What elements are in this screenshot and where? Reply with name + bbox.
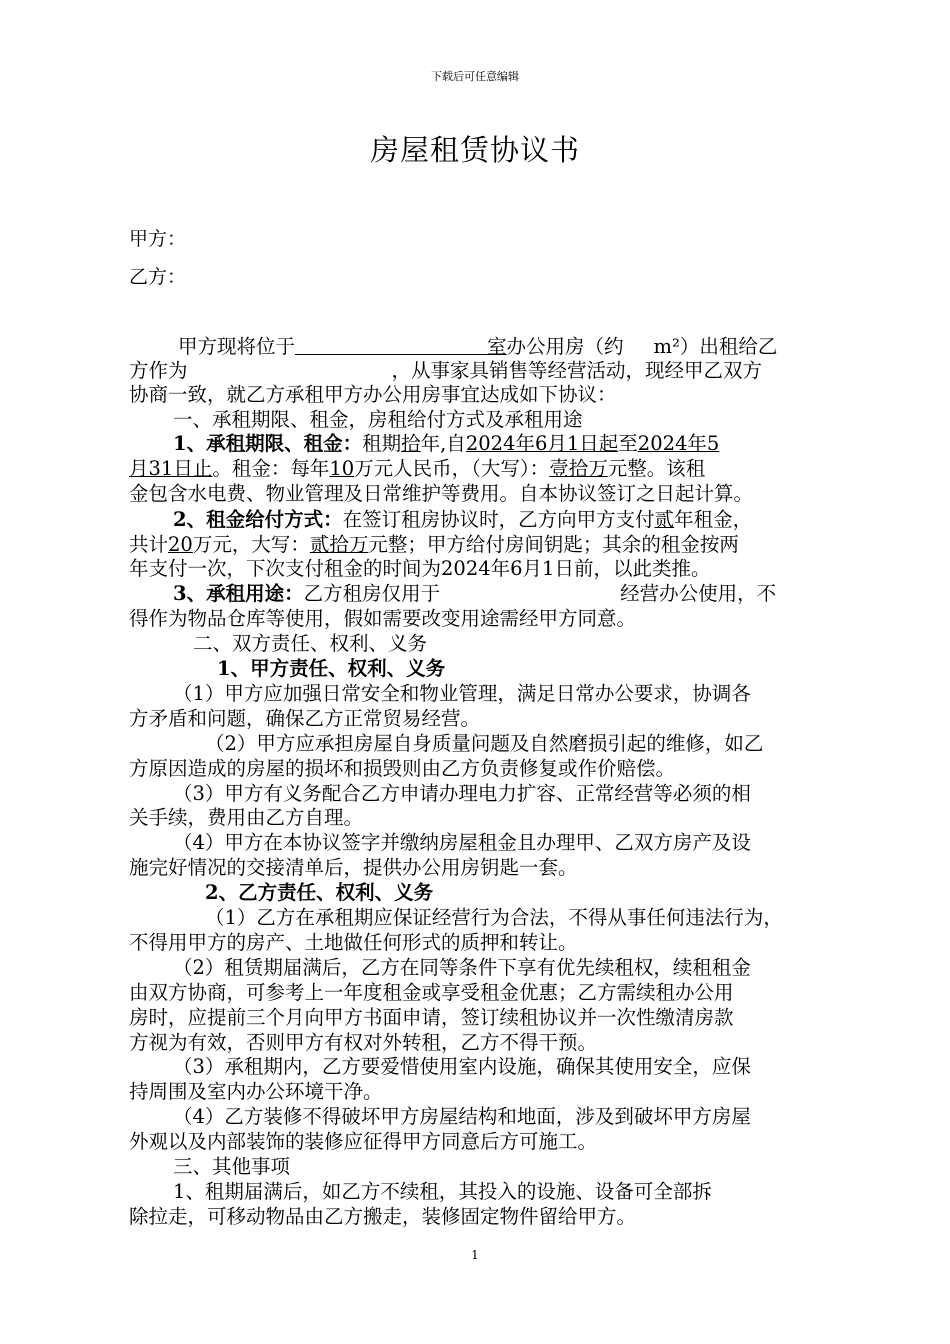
party-b-duty-2-line-4: 方视为有效，否则甲方有权对外转租，乙方不得干预。 xyxy=(129,1031,598,1054)
section2-sub1-heading: 1、甲方责任、权利、义务 xyxy=(217,657,446,680)
clause-1-1-line-3: 金包含水电费、物业管理及日常维护等费用。自本协议签订之日起计算。 xyxy=(129,482,754,505)
page-number: 1 xyxy=(471,1248,479,1262)
clause-1-3-line-1: 3、承租用途：乙方租房仅用于 经营办公使用，不 xyxy=(173,582,777,605)
clause-1-2-line-3: 年支付一次，下次支付租金的时间为2024年6月1日前，以此类推。 xyxy=(129,557,711,580)
intro-line-2: 方作为 ，从事家具销售等经营活动，现经甲乙双方 xyxy=(129,359,763,382)
party-a-duty-3-line-2: 关手续，费用由乙方自理。 xyxy=(129,806,364,829)
other-item-1-line-2: 除拉走，可移动物品由乙方搬走，装修固定物件留给甲方。 xyxy=(129,1205,637,1228)
party-a-duty-4-line-1: （4）甲方在本协议签字并缴纳房屋租金且办理甲、乙双方房产及设 xyxy=(173,831,751,854)
party-a-duty-3-line-1: （3）甲方有义务配合乙方申请办理电力扩容、正常经营等必须的相 xyxy=(173,782,751,805)
party-b-duty-4-line-2: 外观以及内部装饰的装修应征得甲方同意后方可施工。 xyxy=(129,1130,598,1153)
page-header-note: 下载后可任意编辑 xyxy=(431,70,519,83)
clause-1-2-line-2: 共计20万元，大写：贰拾万元整；甲方给付房间钥匙；其余的租金按两 xyxy=(129,533,739,556)
clause-1-2-line-1: 2、租金给付方式：在签订租房协议时，乙方向甲方支付贰年租金， xyxy=(173,508,753,531)
party-b-duty-1-line-2: 不得用甲方的房产、土地做任何形式的质押和转让。 xyxy=(129,931,578,954)
party-a-duty-2-line-2: 方原因造成的房屋的损坏和损毁则由乙方负责修复或作价赔偿。 xyxy=(129,757,676,780)
party-a-duty-2-line-1: （2）甲方应承担房屋自身质量问题及自然磨损引起的维修，如乙 xyxy=(205,732,764,755)
party-b-duty-2-line-3: 房时，应提前三个月向甲方书面申请，签订续租协议并一次性缴清房款 xyxy=(129,1006,734,1029)
party-b-duty-1-line-1: （1）乙方在承租期应保证经营行为合法，不得从事任何违法行为， xyxy=(205,906,783,929)
party-a-duty-1-line-1: （1）甲方应加强日常安全和物业管理，满足日常办公要求，协调各 xyxy=(173,682,751,705)
party-b-duty-3-line-2: 持周围及室内办公环境干净。 xyxy=(129,1080,383,1103)
party-b-duty-2-line-1: （2）租赁期届满后，乙方在同等条件下享有优先续租权，续租租金 xyxy=(173,956,751,979)
section2-heading: 二、双方责任、权利、义务 xyxy=(193,632,428,655)
section2-sub2-heading: 2、乙方责任、权利、义务 xyxy=(205,881,434,904)
section3-heading: 三、其他事项 xyxy=(173,1155,291,1178)
party-a-duty-4-line-2: 施完好情况的交接清单后，提供办公用房钥匙一套。 xyxy=(129,856,578,879)
section1-heading: 一、承租期限、租金，房租给付方式及承租用途 xyxy=(173,408,583,431)
other-item-1-line-1: 1、租期届满后，如乙方不续租，其投入的设施、设备可全部拆 xyxy=(173,1180,712,1203)
party-a-duty-1-line-2: 方矛盾和问题，确保乙方正常贸易经营。 xyxy=(129,707,481,730)
intro-line-3: 协商一致，就乙方承租甲方办公用房事宜达成如下协议： xyxy=(129,383,617,406)
party-b-duty-4-line-1: （4）乙方装修不得破坏甲方房屋结构和地面，涉及到破坏甲方房屋 xyxy=(173,1105,751,1128)
party-b-duty-3-line-1: （3）承租期内，乙方要爱惜使用室内设施，确保其使用安全，应保 xyxy=(173,1055,751,1078)
party-b-label: 乙方： xyxy=(129,266,187,288)
intro-line-1: 甲方现将位于 室办公用房（约 m²）出租给乙 xyxy=(178,335,778,358)
clause-1-3-line-2: 得作为物品仓库等使用，假如需要改变用途需经甲方同意。 xyxy=(129,607,637,630)
clause-1-1-line-1: 1、承租期限、租金：租期拾年,自2024年6月1日起至2024年5 xyxy=(173,432,720,455)
address-blank xyxy=(295,336,487,355)
clause-1-1-line-2: 月31日止。租金：每年10万元人民币，（大写）：壹拾万元整。该租 xyxy=(129,457,706,480)
document-title: 房屋租赁协议书 xyxy=(369,133,580,167)
party-a-label: 甲方： xyxy=(129,228,187,250)
party-b-duty-2-line-2: 由双方协商，可参考上一年度租金或享受租金优惠；乙方需续租办公用 xyxy=(129,981,734,1004)
